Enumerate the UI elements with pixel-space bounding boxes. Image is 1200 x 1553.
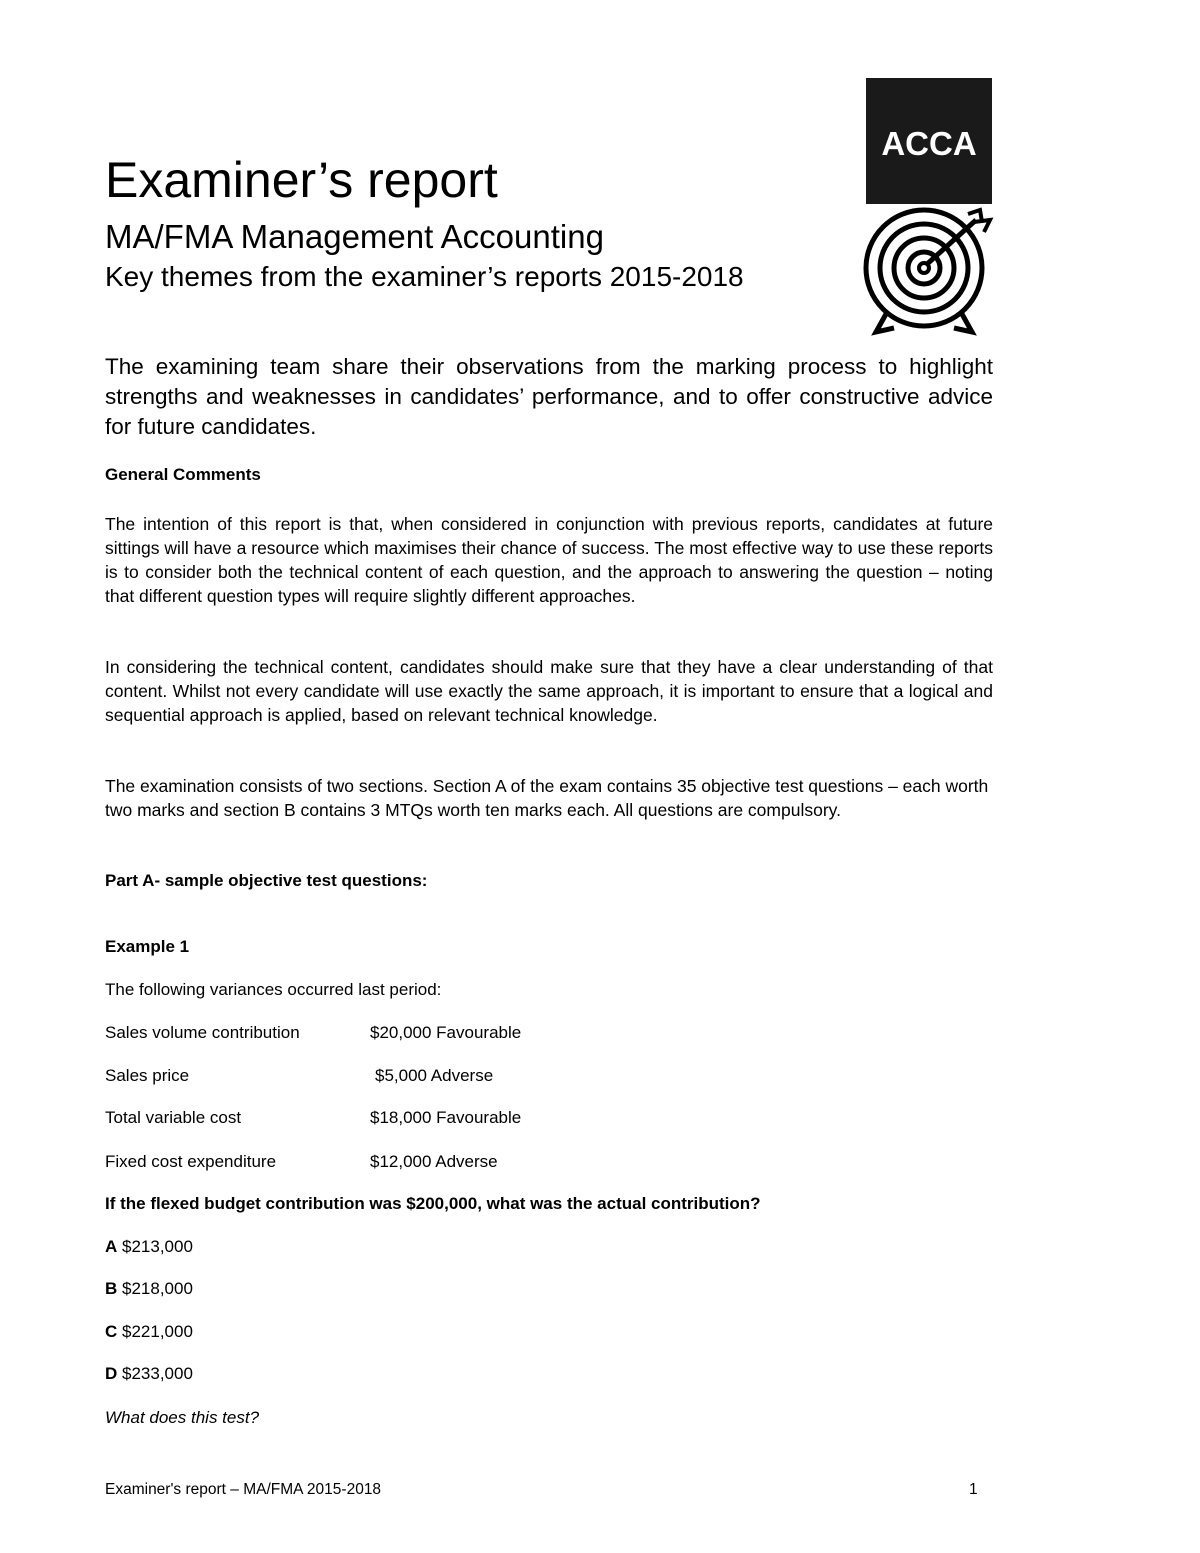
option-value: $221,000	[122, 1322, 193, 1341]
option-a	[105, 1237, 193, 1257]
option-c	[105, 1322, 193, 1342]
variance-label: Fixed cost expenditure	[105, 1152, 277, 1171]
example-1-prompt: What does this test?	[105, 1408, 260, 1427]
option-letter: C	[105, 1322, 118, 1341]
option-value: $233,000	[122, 1364, 193, 1383]
option-letter: D	[105, 1364, 118, 1383]
example-1-heading: Example 1	[105, 937, 190, 956]
general-paragraph-2: In considering the technical content, candidates should make sure that they have a clear understanding of that content. Whilst not every candidate will use exactly the same approach, it is important to ensure that a logical and sequential approach is applied, based on relevant technical knowledge.	[105, 657, 993, 725]
variance-value: $20,000 Favourable	[370, 1023, 522, 1042]
page-subtitle-secondary: Key themes from the examiner’s reports 2015-2018	[105, 261, 744, 292]
variance-label: Sales price	[105, 1066, 190, 1085]
part-a-heading: Part A- sample objective test questions:	[105, 871, 428, 890]
page-subtitle: MA/FMA Management Accounting	[105, 218, 604, 255]
option-value: $213,000	[122, 1237, 193, 1256]
option-b	[105, 1279, 193, 1299]
general-paragraph-1: The intention of this report is that, when considered in conjunction with previous reports, candidates at future sittings will have a resource which maximises their chance of success. The most effective way to use these reports is to consider both the technical content of each question, and the approach to answering the question – noting that different question types will require slightly different approaches.	[105, 514, 993, 606]
acca-logo	[866, 78, 992, 204]
general-comments-heading: General Comments	[105, 465, 261, 484]
page-number: 1	[969, 1481, 978, 1498]
variance-value: $18,000 Favourable	[370, 1108, 522, 1127]
example-1-question: If the flexed budget contribution was $200,000, what was the actual contribution?	[105, 1194, 761, 1213]
intro-paragraph: The examining team share their observations from the marking process to highlight strengths and weaknesses in candidates’ performance, and to offer constructive advice for future candidates.	[105, 354, 993, 439]
page-title: Examiner’s report	[105, 152, 498, 208]
variance-label: Sales volume contribution	[105, 1023, 300, 1042]
option-d	[105, 1364, 193, 1384]
logo-text: ACCA	[881, 125, 977, 162]
option-value: $218,000	[122, 1279, 193, 1298]
option-letter: A	[105, 1237, 118, 1256]
variance-value: $5,000 Adverse	[375, 1066, 494, 1085]
target-with-arrow-icon	[858, 202, 998, 342]
footer-text: Examiner's report – MA/FMA 2015-2018	[105, 1481, 382, 1498]
variance-label: Total variable cost	[105, 1108, 242, 1127]
example-1-lead: The following variances occurred last period:	[105, 980, 442, 999]
general-paragraph-3: The examination consists of two sections. Section A of the exam contains 35 objective test questions – each worth two marks and section B contains 3 MTQs worth ten marks each. All questions are compulsory.	[105, 776, 989, 820]
option-letter: B	[105, 1279, 118, 1298]
variance-value: $12,000 Adverse	[370, 1152, 498, 1171]
